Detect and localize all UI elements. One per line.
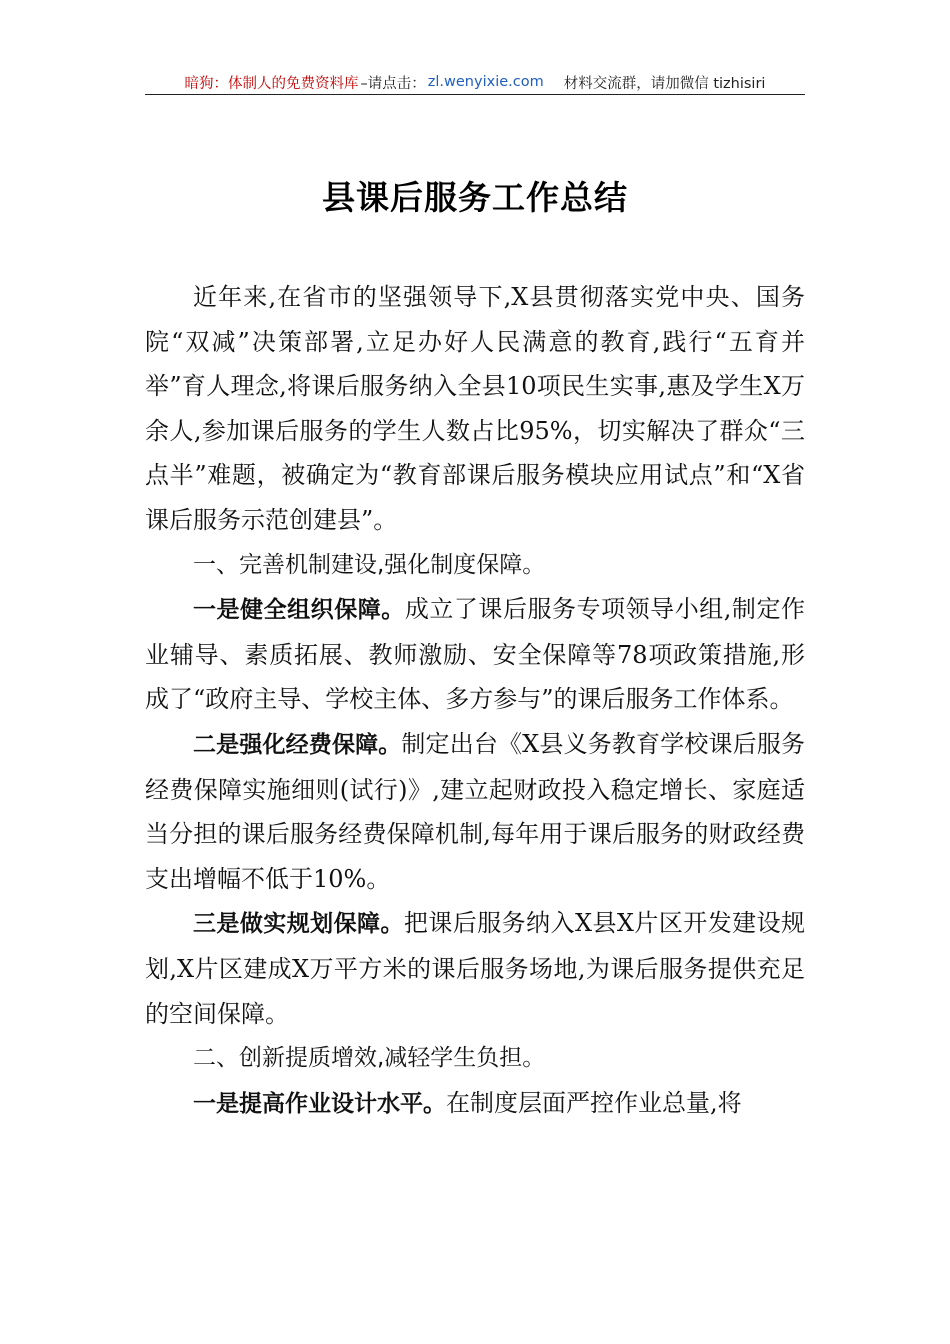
item-text: 成立了课后服务专项领导小组,制定作业辅导、素质拓展、教师激励、安全保障等78项政策措施,形成了“政府主导、学校主体、多方参与”的课后服务工作体系。	[145, 595, 805, 714]
item-lead: 三是做实规划保障。	[193, 911, 404, 938]
item-text: 制定出台《X县义务教育学校课后服务经费保障实施细则(试行)》,建立起财政投入稳定增长、家庭适当分担的课后服务经费保障机制,每年用于课后服务的财政经费支出增幅不低于10%。	[145, 729, 805, 893]
header-prompt: –请点击：	[360, 75, 426, 92]
section1-item-1	[145, 587, 805, 722]
item-lead: 一是健全组织保障。	[193, 597, 405, 624]
section2-item-1	[145, 1081, 805, 1127]
header-contact: 材料交流群，请加微信 tizhisiri	[563, 75, 766, 92]
section-heading-1: 一、完善机制建设,强化制度保障。	[193, 551, 546, 578]
item-lead: 一是提高作业设计水平。	[193, 1090, 446, 1117]
page-header	[145, 70, 805, 95]
document-body	[145, 275, 805, 1126]
section1-item-2	[145, 722, 805, 901]
item-text: 把课后服务纳入X县X片区开发建设规划,X片区建成X万平方米的课后服务场地,为课后服务提供充足的空间保障。	[145, 909, 806, 1028]
item-lead: 二是强化经费保障。	[193, 731, 402, 758]
section-heading-2: 二、创新提质增效,减轻学生负担。	[193, 1045, 546, 1072]
header-url-link[interactable]: zl.wenyixie.com	[427, 74, 544, 90]
intro-paragraph: 近年来,在省市的坚强领导下,X县贯彻落实党中央、国务院“双减”决策部署,立足办好人民满意的教育,践行“五育并举”育人理念,将课后服务纳入全县10项民生实事,惠及学生X万余人,参加课后服务的学生人数占比95%，切实解决了群众“三点半”难题，被确定为“教育部课后服务模块应用试点”和“X省课后服务示范创建县”。	[145, 283, 805, 534]
header-brand: 暗狗：体制人的免费资料库	[184, 75, 359, 92]
item-text: 在制度层面严控作业总量,将	[446, 1088, 742, 1117]
section1-item-3	[145, 901, 805, 1036]
document-title: 县课后服务工作总结	[322, 178, 628, 217]
